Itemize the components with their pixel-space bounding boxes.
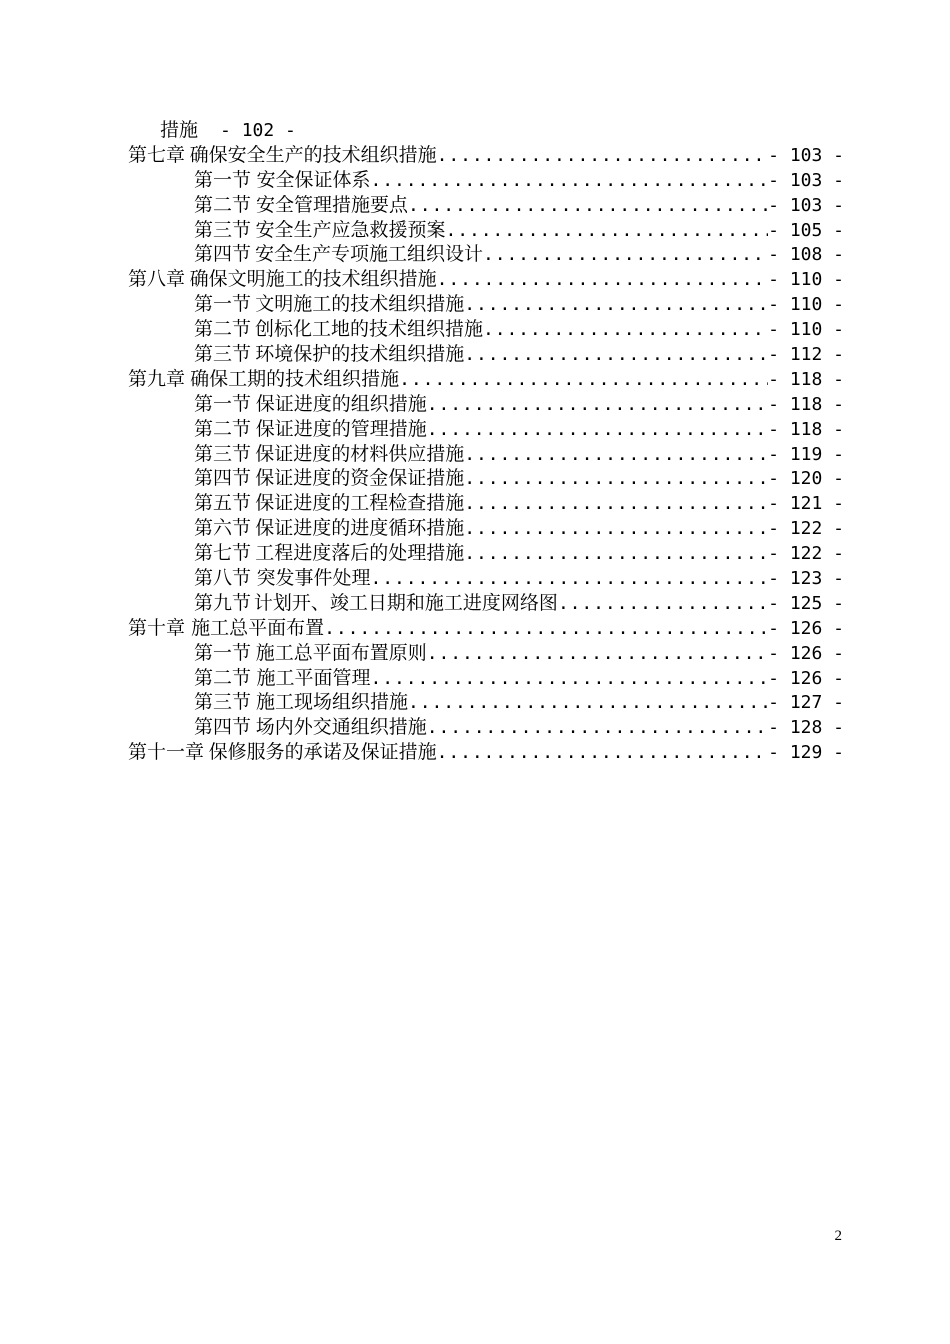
toc-entry-page: - 127 -: [768, 692, 844, 714]
toc-dot-leader: [464, 542, 768, 567]
toc-entry-page: - 112 -: [768, 344, 844, 366]
toc-entry-title: 安全管理措施要点: [255, 193, 408, 216]
toc-entry-label: 第四节: [194, 716, 252, 739]
toc-section-entry[interactable]: [128, 392, 844, 417]
toc-entry-page: - 129 -: [768, 742, 844, 764]
toc-entry-title: 保证进度的资金保证措施: [255, 467, 465, 490]
toc-entry-label: 第十章: [128, 616, 186, 639]
toc-dot-leader: [464, 343, 768, 368]
toc-entry-label: 第八章: [128, 268, 186, 291]
toc-entry-page: - 128 -: [768, 717, 844, 739]
toc-entry-title: 保修服务的承诺及保证措施: [208, 741, 437, 764]
toc-entry-label: 第四节: [194, 467, 252, 490]
toc-entry-label: 第二节: [194, 318, 252, 341]
toc-section-entry[interactable]: [128, 466, 844, 491]
toc-section-entry[interactable]: [128, 417, 844, 442]
toc-chapter-entry[interactable]: [128, 367, 844, 392]
toc-entry-page: - 103 -: [768, 144, 844, 166]
toc-entry-page: - 126 -: [768, 642, 844, 664]
toc-entry-title: 计划开、竣工日期和施工进度网络图: [253, 591, 558, 614]
toc-chapter-entry[interactable]: [128, 143, 844, 168]
toc-continuation-title: 措施: [160, 119, 199, 141]
toc-entry-page: - 126 -: [768, 667, 844, 689]
toc-entry-title: 确保工期的技术组织措施: [190, 367, 400, 390]
toc-entry-label: 第五节: [194, 492, 252, 515]
toc-dot-leader: [483, 318, 768, 343]
toc-section-entry[interactable]: [128, 715, 844, 740]
toc-entry-title: 保证进度的组织措施: [255, 392, 427, 415]
toc-entry-label: 第三节: [194, 691, 252, 714]
toc-entry-title: 施工总平面布置原则: [255, 641, 427, 664]
toc-entry-page: - 119 -: [768, 443, 844, 465]
toc-entry-title: 确保文明施工的技术组织措施: [189, 268, 437, 291]
toc-dot-leader: [427, 393, 768, 418]
toc-dot-leader: [427, 642, 768, 667]
toc-entry-page: - 120 -: [768, 468, 844, 490]
toc-section-entry[interactable]: [128, 218, 844, 243]
toc-dot-leader: [427, 716, 768, 741]
toc-entry-title: 工程进度落后的处理措施: [255, 542, 465, 565]
toc-entry-label: 第一节: [194, 168, 252, 191]
toc-dot-leader: [399, 368, 768, 393]
toc-entry-page: - 110 -: [768, 294, 844, 316]
toc-entry-label: 第九章: [128, 367, 186, 390]
toc-section-entry[interactable]: [128, 491, 844, 516]
toc-section-entry[interactable]: [128, 168, 844, 193]
toc-entry-title: 保证进度的材料供应措施: [255, 442, 465, 465]
toc-section-entry[interactable]: [128, 193, 844, 218]
toc-entries: [128, 143, 844, 765]
toc-entry-page: - 103 -: [768, 194, 844, 216]
toc-chapter-entry[interactable]: [128, 616, 844, 641]
toc-dot-leader: [408, 194, 768, 219]
toc-chapter-entry[interactable]: [128, 267, 844, 292]
toc-section-entry[interactable]: [128, 690, 844, 715]
toc-entry-label: 第八节: [194, 567, 252, 590]
toc-dot-leader: [437, 144, 769, 169]
toc-entry-label: 第二节: [194, 417, 252, 440]
toc-dot-leader: [437, 741, 769, 766]
toc-entry-label: 第七节: [194, 542, 252, 565]
toc-entry-page: - 125 -: [768, 592, 844, 614]
toc-continuation-page: - 102 -: [220, 120, 296, 141]
toc-dot-leader: [324, 617, 768, 642]
toc-section-entry[interactable]: [128, 342, 844, 367]
toc-entry-label: 第九节: [194, 591, 252, 614]
toc-entry-page: - 121 -: [768, 493, 844, 515]
toc-entry-page: - 103 -: [768, 169, 844, 191]
toc-entry-label: 第三节: [194, 343, 252, 366]
toc-entry-label: 第一节: [194, 392, 252, 415]
toc-entry-page: - 126 -: [768, 617, 844, 639]
toc-section-entry[interactable]: [128, 541, 844, 566]
toc-dot-leader: [445, 219, 768, 244]
toc-entry-title: 环境保护的技术组织措施: [255, 343, 465, 366]
toc-entry-label: 第六节: [194, 517, 252, 540]
toc-dot-leader: [464, 467, 768, 492]
toc-section-entry[interactable]: [128, 292, 844, 317]
toc-dot-leader: [437, 268, 769, 293]
toc-entry-page: - 118 -: [768, 368, 844, 390]
toc-chapter-entry[interactable]: [128, 740, 844, 765]
toc-dot-leader: [483, 243, 768, 268]
toc-entry-title: 创标化工地的技术组织措施: [254, 318, 483, 341]
toc-section-entry[interactable]: [128, 666, 844, 691]
toc-section-entry[interactable]: [128, 442, 844, 467]
toc-dot-leader: [427, 418, 768, 443]
toc-section-entry[interactable]: [128, 242, 844, 267]
toc-entry-label: 第七章: [128, 143, 186, 166]
toc-entry-label: 第三节: [194, 442, 252, 465]
toc-entry-label: 第四节: [194, 243, 252, 266]
toc-dot-leader: [371, 169, 769, 194]
toc-entry-page: - 122 -: [768, 543, 844, 565]
toc-entry-label: 第一节: [194, 293, 252, 316]
toc-entry-page: - 108 -: [768, 244, 844, 266]
toc-entry-title: 施工平面管理: [256, 666, 371, 689]
toc-entry-title: 场内外交通组织措施: [255, 716, 427, 739]
toc-entry-page: - 110 -: [768, 319, 844, 341]
toc-entry-label: 第二节: [194, 666, 252, 689]
toc-entry-title: 突发事件处理: [256, 567, 371, 590]
toc-entry-page: - 105 -: [768, 219, 844, 241]
toc-entry-title: 文明施工的技术组织措施: [255, 293, 465, 316]
toc-entry-page: - 123 -: [768, 568, 844, 590]
toc-dot-leader: [464, 443, 768, 468]
toc-entry-page: - 110 -: [768, 269, 844, 291]
toc-dot-leader: [371, 567, 769, 592]
toc-entry-title: 安全生产应急救援预案: [255, 218, 446, 241]
toc-entry-label: 第一节: [194, 641, 252, 664]
page-number: 2: [834, 1228, 842, 1244]
toc-section-entry[interactable]: [128, 317, 844, 342]
toc-section-entry[interactable]: [128, 516, 844, 541]
toc-entry-label: 第十一章: [128, 741, 205, 764]
toc-section-entry[interactable]: [128, 566, 844, 591]
toc-entry-title: 安全保证体系: [256, 168, 371, 191]
toc-entry-title: 保证进度的工程检查措施: [255, 492, 465, 515]
toc-section-entry[interactable]: [128, 591, 844, 616]
toc-entry-label: 第三节: [194, 218, 252, 241]
toc-entry-title: 安全生产专项施工组织设计: [254, 243, 483, 266]
toc-dot-leader: [371, 667, 769, 692]
toc-entry-page: - 122 -: [768, 518, 844, 540]
toc-dot-leader: [464, 517, 768, 542]
toc-dot-leader: [464, 492, 768, 517]
toc-entry-title: 确保安全生产的技术组织措施: [189, 143, 437, 166]
toc-dot-leader: [408, 691, 768, 716]
toc-section-entry[interactable]: [128, 641, 844, 666]
toc-entry-page: - 118 -: [768, 418, 844, 440]
toc-entry-title: 保证进度的管理措施: [255, 417, 427, 440]
toc-entry-title: 施工总平面布置: [191, 616, 325, 639]
table-of-contents: [128, 118, 844, 765]
toc-continuation-line: [128, 118, 844, 143]
toc-entry-title: 保证进度的进度循环措施: [255, 517, 465, 540]
toc-entry-title: 施工现场组织措施: [255, 691, 408, 714]
toc-dot-leader: [558, 592, 768, 617]
toc-dot-leader: [464, 293, 768, 318]
toc-entry-page: - 118 -: [768, 393, 844, 415]
toc-entry-label: 第二节: [194, 193, 252, 216]
